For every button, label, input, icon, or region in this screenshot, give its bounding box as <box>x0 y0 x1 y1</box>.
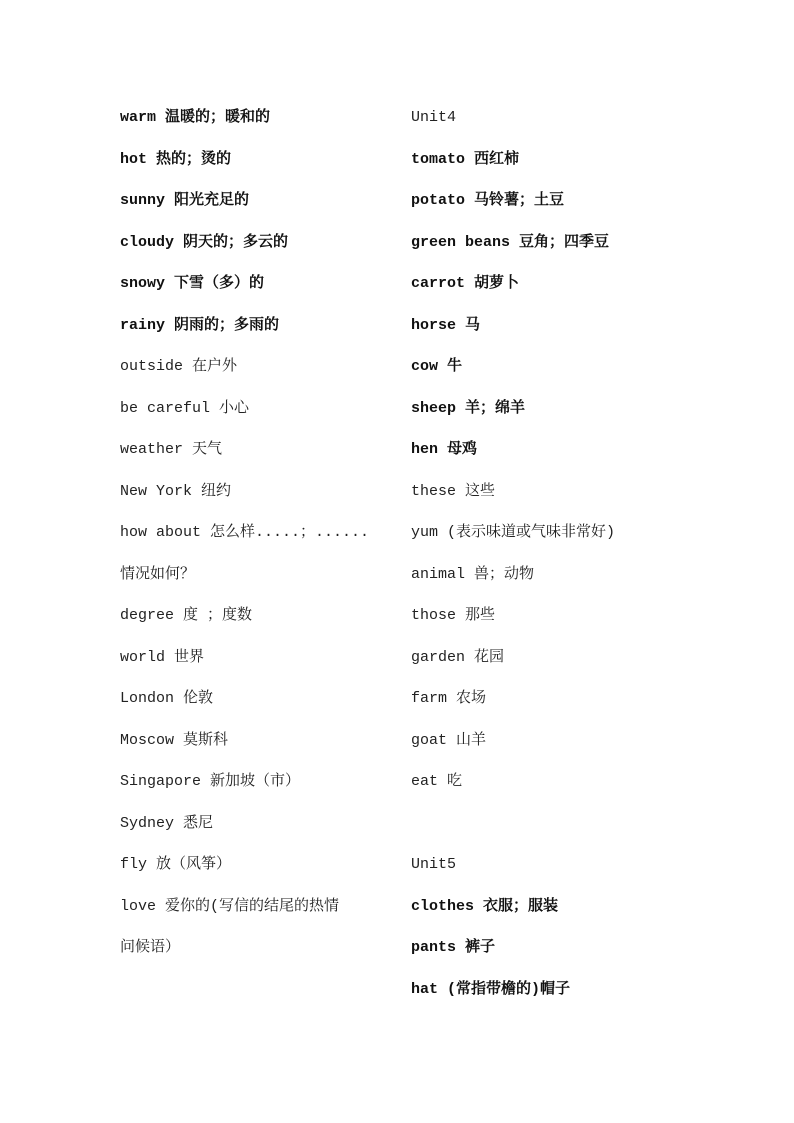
vocab-line: potato 马铃薯；土豆 <box>411 192 565 209</box>
vocab-line: animal 兽；动物 <box>411 565 535 583</box>
vocab-line: weather 天气 <box>120 441 223 458</box>
vocab-line: London 伦敦 <box>120 690 214 707</box>
vocab-line: Moscow 莫斯科 <box>120 731 229 749</box>
vocab-line: hat (常指带檐的)帽子 <box>411 980 571 998</box>
vocab-line: world 世界 <box>120 648 205 666</box>
vocab-line: tomato 西红柿 <box>411 150 520 168</box>
vocab-line: hen 母鸡 <box>411 441 478 458</box>
vocab-line: these 这些 <box>411 482 496 500</box>
vocab-line: goat 山羊 <box>411 731 487 749</box>
vocab-line: degree 度 ；度数 <box>120 607 253 624</box>
vocab-line: be careful 小心 <box>120 399 250 417</box>
vocab-line: those 那些 <box>411 607 496 624</box>
vocab-line: how about 怎么样.....；...... <box>120 524 370 541</box>
vocab-line: eat 吃 <box>411 773 463 790</box>
right-vocab-column <box>411 97 711 1010</box>
vocab-line-continuation: 问候语） <box>120 939 181 956</box>
unit-heading: Unit5 <box>411 856 457 873</box>
vocab-line: Singapore 新加坡（市） <box>120 773 301 790</box>
vocab-line: yum (表示味道或气味非常好) <box>411 524 616 541</box>
vocab-line: love 爱你的(写信的结尾的热情 <box>120 897 340 915</box>
vocab-line: horse 马 <box>411 316 481 334</box>
blank-line-spacer <box>411 803 711 845</box>
vocab-line-continuation: 情况如何？ <box>120 565 196 583</box>
vocab-line: sheep 羊；绵羊 <box>411 399 526 417</box>
vocab-line: warm 温暖的；暖和的 <box>120 109 271 126</box>
vocab-line: carrot 胡萝卜 <box>411 275 520 292</box>
vocab-line: pants 裤子 <box>411 939 496 956</box>
vocab-line: clothes 衣服；服装 <box>411 897 559 915</box>
vocab-line: snowy 下雪（多）的 <box>120 275 265 292</box>
vocab-line: outside 在户外 <box>120 358 238 375</box>
unit-heading: Unit4 <box>411 109 457 126</box>
vocab-line: sunny 阳光充足的 <box>120 192 250 209</box>
vocab-line: green beans 豆角；四季豆 <box>411 233 610 251</box>
left-vocab-column <box>120 97 395 969</box>
vocab-line: hot 热的；烫的 <box>120 150 232 168</box>
vocab-line: farm 农场 <box>411 690 487 707</box>
vocab-line: garden 花园 <box>411 648 505 666</box>
vocab-line: rainy 阴雨的；多雨的 <box>120 316 280 334</box>
vocab-line: Sydney 悉尼 <box>120 814 214 832</box>
vocab-line: cloudy 阴天的；多云的 <box>120 233 289 251</box>
vocab-line: New York 纽约 <box>120 482 232 500</box>
vocab-line: fly 放（风筝） <box>120 856 232 873</box>
vocab-line: cow 牛 <box>411 358 463 375</box>
